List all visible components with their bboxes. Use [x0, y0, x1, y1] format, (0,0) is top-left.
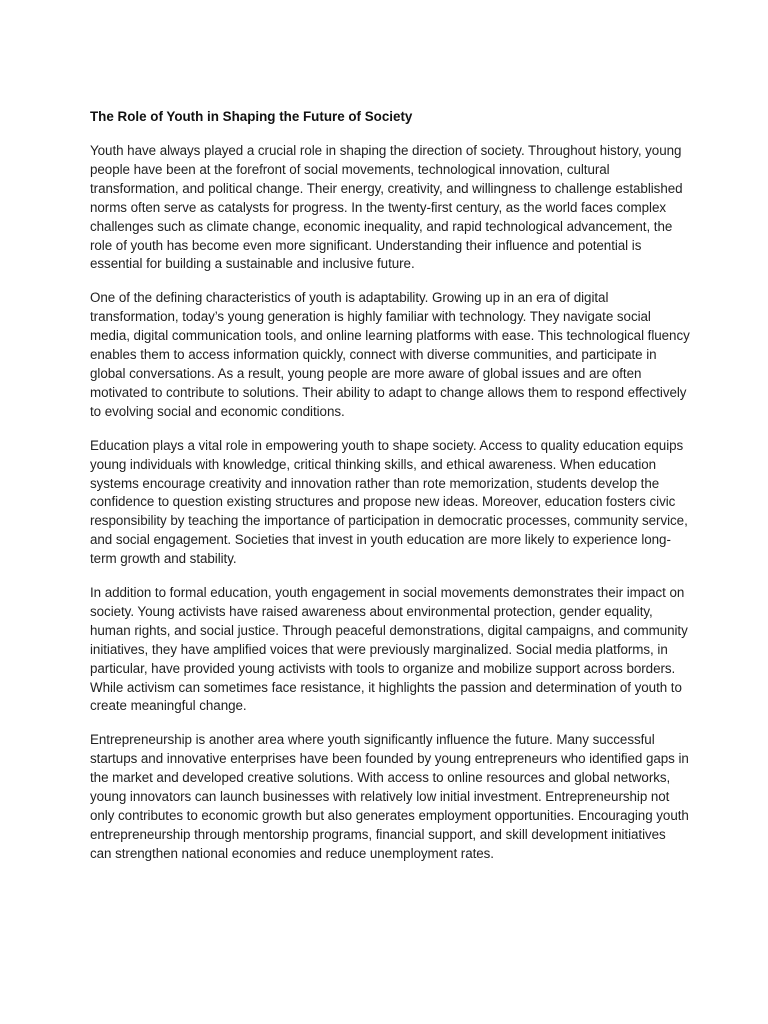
paragraph-5: Entrepreneurship is another area where youth significantly influence the future. Many successful startups and innovative enterprises have been founded by young entrepreneurs who identified gaps in the market and developed creative solutions. With access to online resources and global networks, young innovators can launch businesses with relatively low initial investment. Entrepreneurship not only contributes to economic growth but also generates employment opportunities. Encouraging youth entrepreneurship through mentorship programs, financial support, and skill development initiatives can strengthen national economies and reduce unemployment rates.	[90, 732, 689, 861]
paragraph-1: Youth have always played a crucial role in shaping the direction of society. Throughout history, young people have been at the forefront of social movements, technological innovation, cultural transformation, and political change. Their energy, creativity, and willingness to challenge established norms often serve as catalysts for progress. In the twenty-first century, as the world faces complex challenges such as climate change, economic inequality, and rapid technological advancement, the role of youth has become even more significant. Understanding their influence and potential is essential for building a sustainable and inclusive future.	[90, 143, 683, 272]
document-title: The Role of Youth in Shaping the Future of Society	[90, 109, 413, 124]
paragraph-3: Education plays a vital role in empowering youth to shape society. Access to quality education equips young individuals with knowledge, critical thinking skills, and ethical awareness. When education systems encourage creativity and innovation rather than rote memorization, students develop the confidence to question existing structures and propose new ideas. Moreover, education fosters civic responsibility by teaching the importance of participation in democratic processes, community service, and social engagement. Societies that invest in youth education are more likely to experience long-term growth and stability.	[90, 437, 688, 567]
paragraph-2: One of the defining characteristics of youth is adaptability. Growing up in an era of digital transformation, today’s young generation is highly familiar with technology. They navigate social media, digital communication tools, and online learning platforms with ease. This technological fluency enables them to access information quickly, connect with diverse communities, and participate in global conversations. As a result, young people are more aware of global issues and are often motivated to contribute to solutions. Their ability to adapt to change allows them to respond effectively to evolving social and economic conditions.	[90, 290, 690, 419]
paragraph-4: In addition to formal education, youth engagement in social movements demonstrates their impact on society. Young activists have raised awareness about environmental protection, gender equality, human rights, and social justice. Through peaceful demonstrations, digital campaigns, and community initiatives, they have amplified voices that were previously marginalized. Social media platforms, in particular, have provided young activists with tools to organize and mobilize support across borders. While activism can sometimes face resistance, it highlights the passion and determination of youth to create meaningful change.	[90, 585, 688, 714]
document-page	[90, 107, 690, 879]
